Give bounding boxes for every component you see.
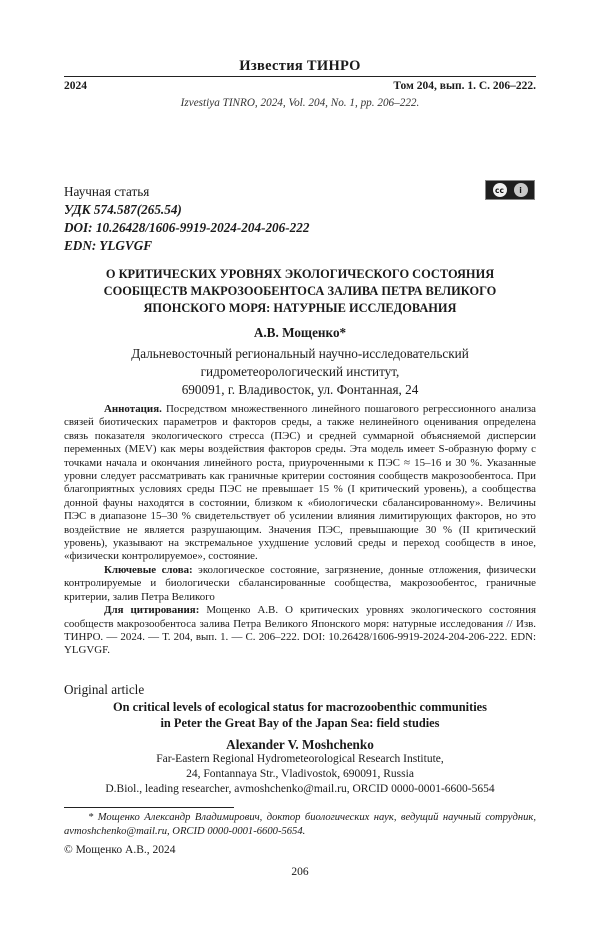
abstract-text: Посредством множественного линейного пошагового регрессионного анализа связей биотических параметров и факторов среды, а также нелинейного оценивания определена связь показателя экологического стресса (ПЭС) и средней суммарной объясняемой дисперсии переменных (MEV) как меры воздействия факторов среды. Эта модель имеет S-образную форму с точками начала и окончания линейного роста, приуроченными к ПЭС ≈ 15–16 и 30 %. Указанные уровни следует рассматривать как граничные критерии состояния сообществ макрозообентоса. При благоприятных условиях среды ПЭС не превышает 15 % (I критический уровень), а сообщества донной фауны находятся в состоянии, близком к «биологически сбалансированному». Величины ПЭС в диапазоне 15–30 % свидетельствует об усилении влияния лимитирующих факторов, но это воздействие не является разрушающим. Значения ПЭС, превышающие 30 % (II критический уровень), указывают на экстремальное ухудшение условий среды и переход сообществ в иное, «физически контролируемое», состояние.: [64, 403, 536, 563]
page-number: 206: [291, 866, 309, 878]
keywords-text: экологическое состояние, загрязнение, донные отложения, физически контролируемые и биологически сбалансированные сообщества, макрозообентос, граничные критерии, залив Петра Великого: [64, 563, 536, 603]
affiliation-line: Дальневосточный региональный научно-исследовательский: [131, 346, 469, 361]
article-type: Научная статья: [64, 184, 150, 199]
affiliation-en: [64, 752, 536, 797]
affiliation-line: 24, Fontannaya Str., Vladivostok, 690091, Russia: [186, 768, 414, 780]
journal-translit: Izvestiya TINRO, 2024, Vol. 204, No. 1, pp. 206–222.: [180, 97, 420, 109]
creative-commons-icon: cc: [493, 183, 507, 197]
author-ru: А.В. Мощенко*: [253, 325, 347, 340]
copyright: © Мощенко А.В., 2024: [64, 844, 176, 856]
author-footnote: * Мощенко Александр Владимирович, доктор биологических наук, ведущий научный сотрудник, avmoshchenko@mail.ru, ORCID 0000-0001-6600-5654.: [64, 812, 536, 837]
abstract-paragraph: [64, 403, 536, 564]
title-line: ЯПОНСКОГО МОРЯ: НАТУРНЫЕ ИССЛЕДОВАНИЯ: [143, 301, 457, 315]
keywords-paragraph: [64, 564, 536, 604]
citation-text: Мощенко А.В. О критических уровнях экологического состояния сообществ макрозообентоса залива Петра Великого Японского моря: натурные исследования // Изв. ТИНРО. — 2024. — Т. 204, вып. 1. — С. 206–222. DOI: 10.26428/1606-9919-2024-204-206-222. EDN: YLGVGF.: [64, 604, 536, 657]
header-rule: [64, 76, 536, 77]
footnote-rule: [64, 807, 234, 808]
affiliation-line: гидрометеорологический институт,: [200, 364, 400, 379]
udk-code: УДК 574.587(265.54): [64, 202, 182, 217]
citation-paragraph: [64, 604, 536, 658]
title-line: in Peter the Great Bay of the Japan Sea: field studies: [160, 715, 440, 730]
author-en: Alexander V. Moshchenko: [226, 737, 374, 752]
article-type-en: Original article: [64, 682, 145, 697]
abstract-label: Аннотация.: [104, 403, 162, 415]
title-line: On critical levels of ecological status for macrozoobenthic communities: [113, 700, 487, 714]
doi: DOI: 10.26428/1606-9919-2024-204-206-222: [64, 220, 310, 235]
edn: EDN: YLGVGF: [64, 238, 153, 253]
affiliation-line: Far-Eastern Regional Hydrometeorological Research Institute,: [156, 753, 444, 765]
issue-volume: Том 204, вып. 1. С. 206–222.: [393, 80, 536, 92]
affiliation-line: D.Biol., leading researcher, avmoshchenko@mail.ru, ORCID 0000-0001-6600-5654: [105, 783, 495, 795]
title-line: СООБЩЕСТВ МАКРОЗООБЕНТОСА ЗАЛИВА ПЕТРА ВЕЛИКОГО: [103, 284, 497, 298]
article-title-en: [64, 700, 536, 731]
cc-by-license-badge[interactable]: [485, 180, 535, 200]
affiliation-line: 690091, г. Владивосток, ул. Фонтанная, 24: [181, 382, 419, 397]
attribution-icon: i: [514, 183, 528, 197]
journal-title: Известия ТИНРО: [239, 58, 361, 74]
issue-year: 2024: [64, 80, 87, 92]
affiliation-ru: [64, 345, 536, 399]
abstract-block: [64, 403, 536, 658]
article-title-ru: [64, 266, 536, 317]
title-line: О КРИТИЧЕСКИХ УРОВНЯХ ЭКОЛОГИЧЕСКОГО СОСТОЯНИЯ: [105, 267, 495, 281]
citation-label: Для цитирования:: [104, 604, 200, 617]
keywords-label: Ключевые слова:: [104, 563, 193, 576]
